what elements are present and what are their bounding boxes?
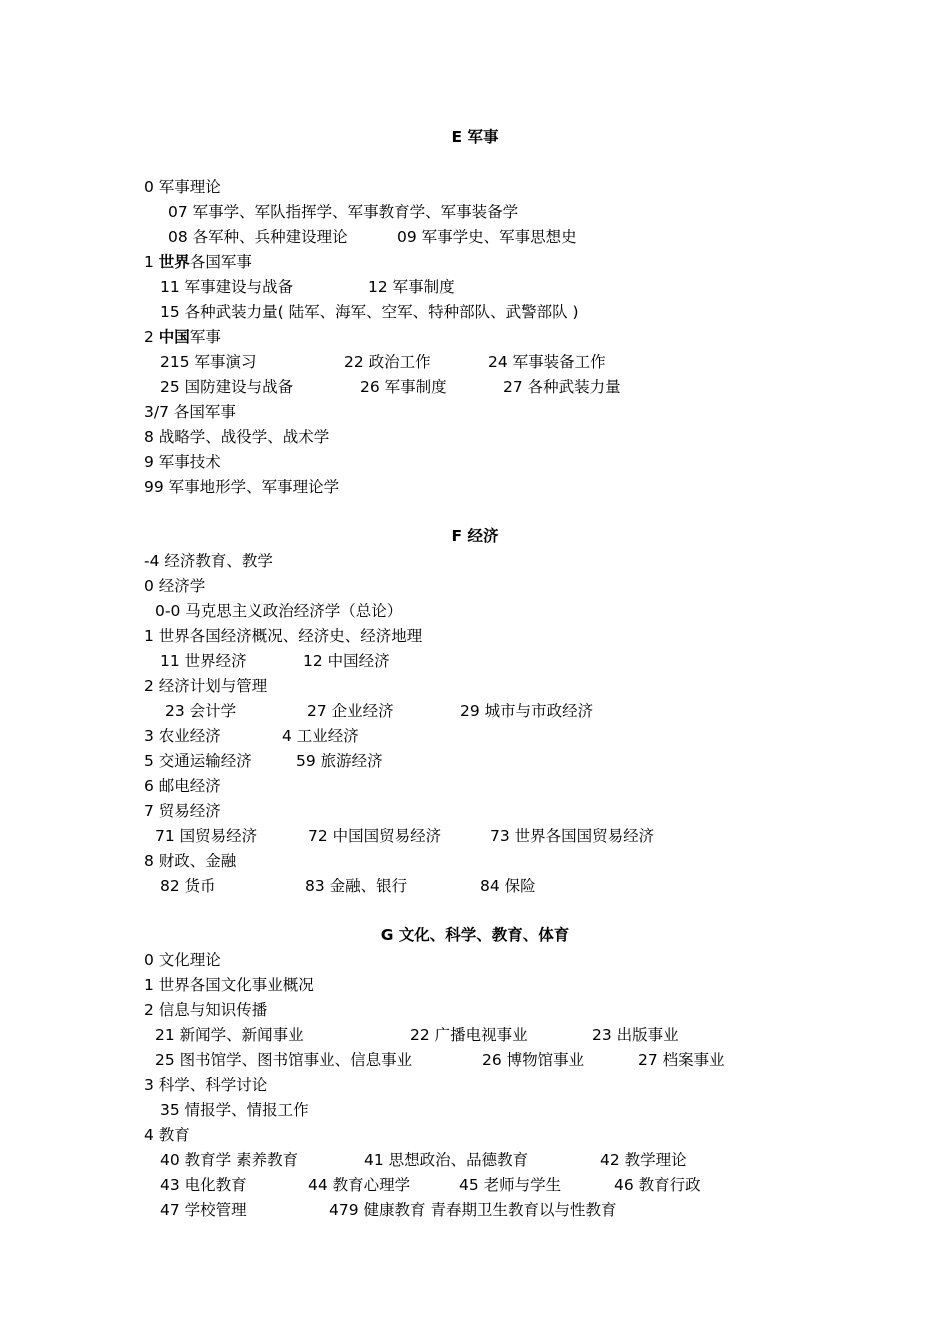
entry-f-6: 6 邮电经济 — [144, 777, 221, 795]
entry-e-07: 07 军事学、军队指挥学、军事教育学、军事装备学 — [168, 203, 519, 221]
entry-f-12: 12 中国经济 — [303, 652, 390, 670]
entry-f-minus4: -4 经济教育、教学 — [144, 552, 273, 570]
entry-e-1-bold: 世界 — [158, 253, 190, 271]
entry-f-72: 72 中国国贸易经济 — [308, 827, 442, 845]
entry-e-12: 12 军事制度 — [368, 278, 455, 296]
section-heading-e: E 军事 — [451, 128, 499, 146]
entry-e-1-rest: 各国军事 — [189, 253, 252, 271]
entry-f-11: 11 世界经济 — [160, 652, 247, 670]
entry-f-71: 71 国贸易经济 — [155, 827, 258, 845]
entry-g-26: 26 博物馆事业 — [482, 1051, 585, 1069]
entry-f-4: 4 工业经济 — [282, 727, 359, 745]
entry-e-2-number: 2 — [144, 328, 159, 346]
entry-g-27: 27 档案事业 — [638, 1051, 725, 1069]
entry-f-7: 7 贸易经济 — [144, 802, 221, 820]
entry-g-23: 23 出版事业 — [592, 1026, 679, 1044]
entry-g-40: 40 教育学 素养教育 — [160, 1151, 299, 1169]
entry-g-35: 35 情报学、情报工作 — [160, 1101, 309, 1119]
entry-f-59: 59 旅游经济 — [296, 752, 383, 770]
entry-g-21: 21 新闻学、新闻事业 — [155, 1026, 304, 1044]
entry-g-43: 43 电化教育 — [160, 1176, 247, 1194]
entry-e-2-bold: 中国 — [158, 328, 190, 346]
entry-g-0: 0 文化理论 — [144, 951, 221, 969]
entry-e-08: 08 各军种、兵种建设理论 — [168, 228, 348, 246]
entry-e-2 — [144, 325, 221, 349]
entry-f-23: 23 会计学 — [165, 702, 237, 720]
entry-e-1 — [144, 250, 252, 274]
section-heading-g: G 文化、科学、教育、体育 — [380, 926, 570, 944]
entry-g-3: 3 科学、科学讨论 — [144, 1076, 268, 1094]
entry-f-27: 27 企业经济 — [307, 702, 394, 720]
entry-g-47: 47 学校管理 — [160, 1201, 247, 1219]
entry-g-4: 4 教育 — [144, 1126, 190, 1144]
entry-e-27: 27 各种武装力量 — [503, 378, 621, 396]
entry-g-45: 45 老师与学生 — [459, 1176, 562, 1194]
entry-e-09: 09 军事学史、军事思想史 — [397, 228, 577, 246]
entry-e-3-7: 3/7 各国军事 — [144, 403, 236, 421]
entry-e-1-number: 1 — [144, 253, 159, 271]
entry-e-215: 215 军事演习 — [160, 353, 257, 371]
entry-f-1: 1 世界各国经济概况、经济史、经济地理 — [144, 627, 423, 645]
entry-e-0: 0 军事理论 — [144, 178, 221, 196]
entry-f-0: 0 经济学 — [144, 577, 206, 595]
entry-e-25: 25 国防建设与战备 — [160, 378, 294, 396]
entry-g-25: 25 图书馆学、图书馆事业、信息事业 — [155, 1051, 413, 1069]
entry-e-11: 11 军事建设与战备 — [160, 278, 294, 296]
entry-e-8: 8 战略学、战役学、战术学 — [144, 428, 330, 446]
entry-f-82: 82 货币 — [160, 877, 216, 895]
entry-g-22: 22 广播电视事业 — [410, 1026, 528, 1044]
entry-f-0-0: 0-0 马克思主义政治经济学（总论） — [155, 602, 403, 620]
entry-f-73: 73 世界各国国贸易经济 — [490, 827, 655, 845]
entry-e-2-rest: 军事 — [189, 328, 221, 346]
entry-f-8: 8 财政、金融 — [144, 852, 237, 870]
entry-e-26: 26 军事制度 — [360, 378, 447, 396]
entry-e-15: 15 各种武装力量( 陆军、海军、空军、特种部队、武警部队 ) — [160, 303, 579, 321]
entry-f-3: 3 农业经济 — [144, 727, 221, 745]
entry-f-83: 83 金融、银行 — [305, 877, 408, 895]
entry-f-5: 5 交通运输经济 — [144, 752, 252, 770]
entry-g-41: 41 思想政治、品德教育 — [364, 1151, 529, 1169]
entry-g-2: 2 信息与知识传播 — [144, 1001, 268, 1019]
entry-g-44: 44 教育心理学 — [308, 1176, 411, 1194]
entry-e-22: 22 政治工作 — [344, 353, 431, 371]
entry-e-9: 9 军事技术 — [144, 453, 221, 471]
entry-f-84: 84 保险 — [480, 877, 536, 895]
entry-g-42: 42 教学理论 — [600, 1151, 687, 1169]
entry-f-29: 29 城市与市政经济 — [460, 702, 594, 720]
entry-g-1: 1 世界各国文化事业概况 — [144, 976, 314, 994]
entry-g-46: 46 教育行政 — [614, 1176, 701, 1194]
entry-e-24: 24 军事装备工作 — [488, 353, 606, 371]
entry-e-99: 99 军事地形学、军事理论学 — [144, 478, 340, 496]
section-heading-f: F 经济 — [451, 527, 499, 545]
entry-f-2: 2 经济计划与管理 — [144, 677, 268, 695]
entry-g-479: 479 健康教育 青春期卫生教育以与性教育 — [329, 1201, 617, 1219]
